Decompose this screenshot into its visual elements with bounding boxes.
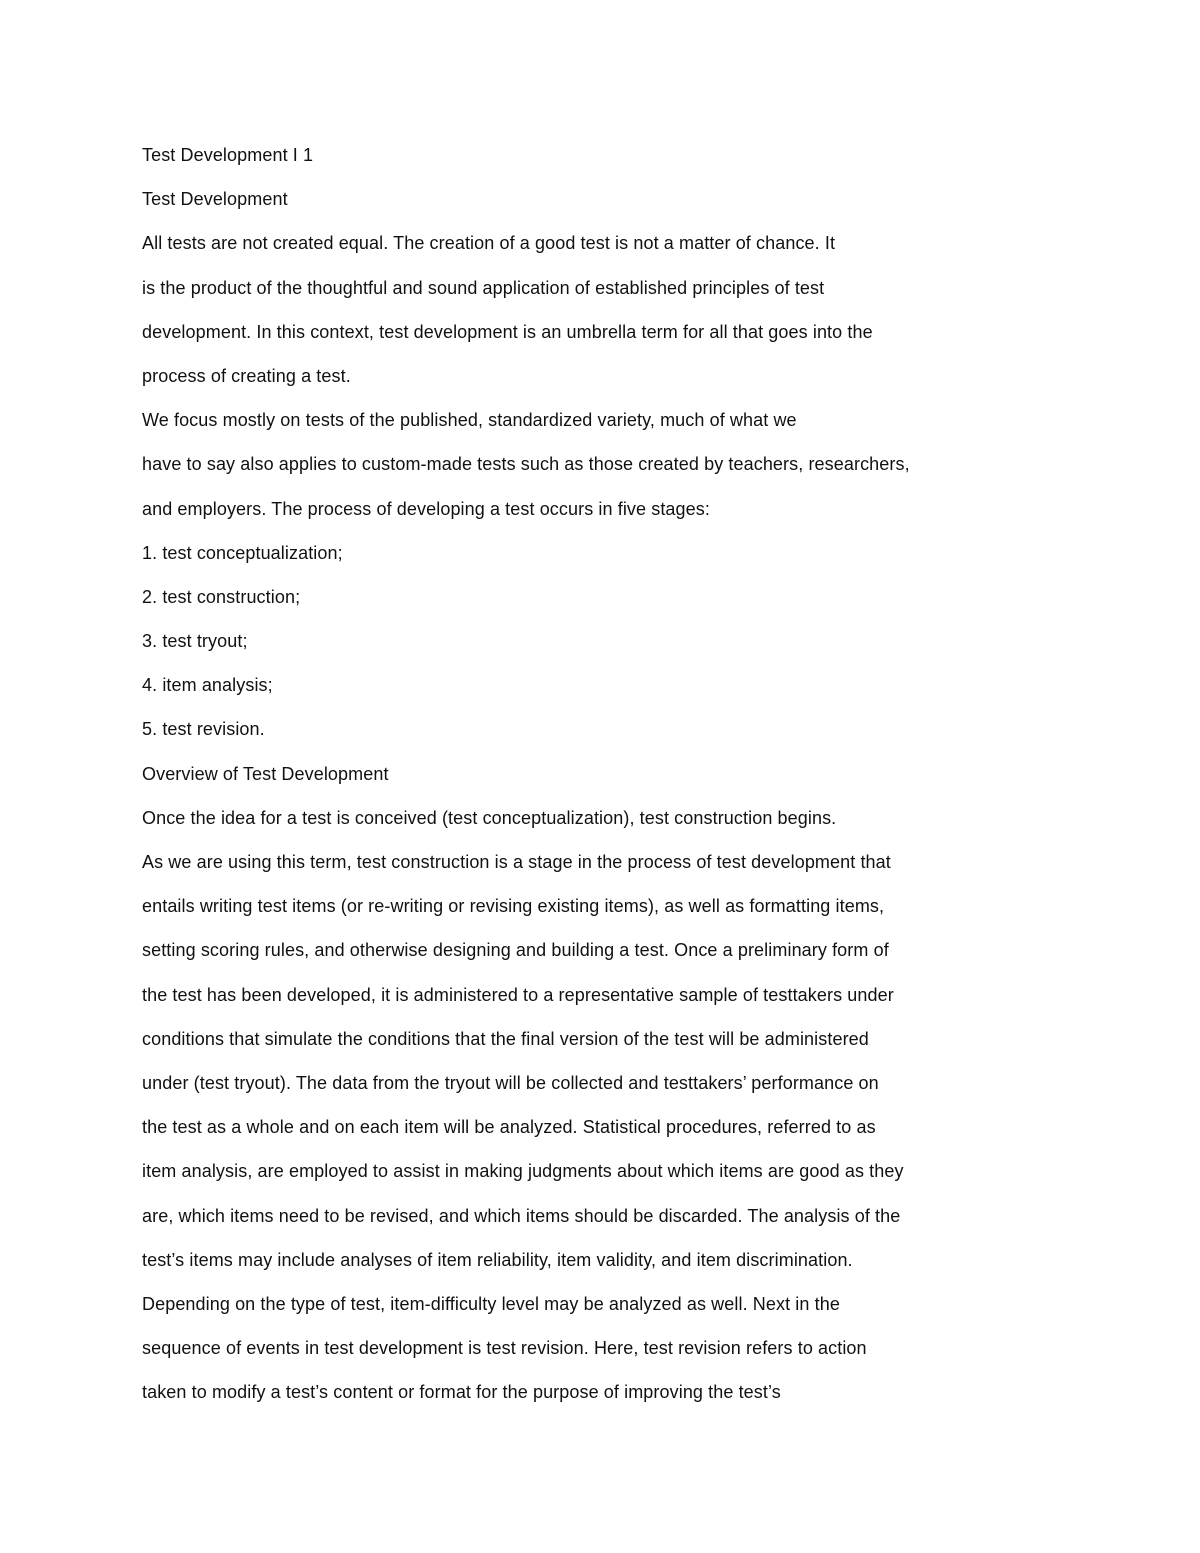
body-line: setting scoring rules, and otherwise designing and building a test. Once a preliminary form of (142, 940, 889, 961)
body-line: entails writing test items (or re-writing or revising existing items), as well as formatting items, (142, 896, 885, 917)
body-line: As we are using this term, test construction is a stage in the process of test development that (142, 852, 891, 872)
body-line: under (test tryout). The data from the tryout will be collected and testtakers’ performance on (142, 1072, 879, 1093)
list-item: 4. item analysis; (142, 675, 273, 696)
section-heading: Overview of Test Development (142, 763, 389, 784)
list-item: 5. test revision. (142, 719, 265, 740)
body-line: taken to modify a test’s content or format for the purpose of improving the test’s (142, 1382, 781, 1403)
body-line: development. In this context, test development is an umbrella term for all that goes into the (142, 321, 873, 342)
body-line: the test has been developed, it is administered to a representative sample of testtakers under (142, 984, 894, 1005)
body-line: conditions that simulate the conditions that the final version of the test will be administered (142, 1028, 869, 1049)
body-line: Once the idea for a test is conceived (test conceptualization), test construction begins. (142, 807, 837, 828)
body-line: item analysis, are employed to assist in making judgments about which items are good as they (142, 1161, 904, 1182)
body-line: is the product of the thoughtful and sound application of established principles of test (142, 277, 825, 298)
body-line: We focus mostly on tests of the published, standardized variety, much of what we (142, 410, 797, 431)
body-line: and employers. The process of developing a test occurs in five stages: (142, 498, 710, 519)
document-title: Test Development (142, 189, 288, 210)
document-body (142, 137, 982, 1418)
body-line: the test as a whole and on each item will be analyzed. Statistical procedures, referred to as (142, 1117, 876, 1138)
body-line: are, which items need to be revised, and which items should be discarded. The analysis of the (142, 1205, 901, 1226)
body-line: sequence of events in test development is test revision. Here, test revision refers to action (142, 1338, 867, 1359)
body-line: test’s items may include analyses of item reliability, item validity, and item discrimination. (142, 1249, 853, 1270)
list-item: 1. test conceptualization; (142, 542, 343, 563)
list-item: 3. test tryout; (142, 631, 248, 652)
body-line: have to say also applies to custom-made tests such as those created by teachers, researchers, (142, 454, 910, 475)
running-header: Test Development I 1 (142, 145, 314, 165)
body-line: Depending on the type of test, item-difficulty level may be analyzed as well. Next in the (142, 1293, 840, 1314)
list-item: 2. test construction; (142, 586, 301, 607)
body-line: All tests are not created equal. The creation of a good test is not a matter of chance. It (142, 233, 836, 254)
body-line: process of creating a test. (142, 365, 351, 386)
